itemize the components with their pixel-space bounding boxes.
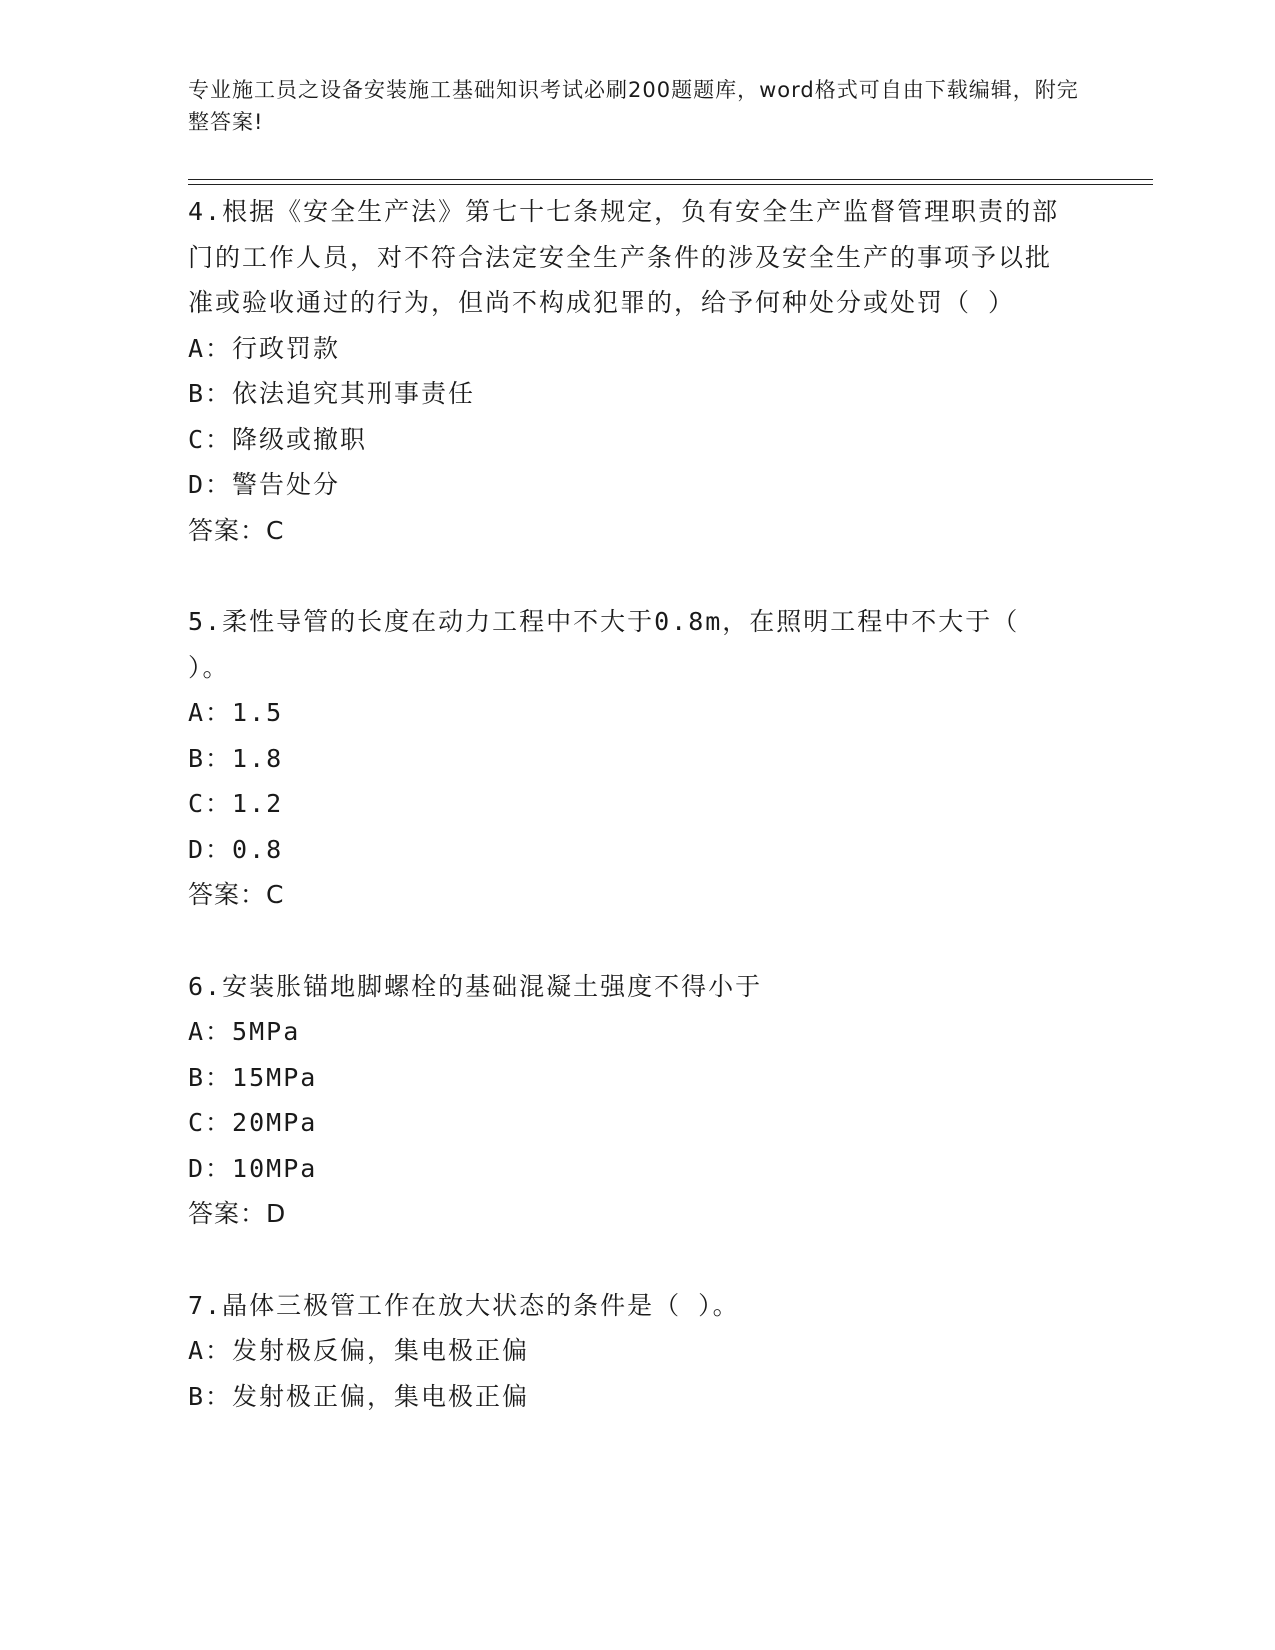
header-divider-bottom xyxy=(188,184,1153,185)
option-d: D：0.8 xyxy=(188,834,284,864)
question-4 xyxy=(188,189,1068,553)
option-a: A：5MPa xyxy=(188,1017,301,1046)
option-b: B：依法追究其刑事责任 xyxy=(188,379,476,408)
option-a: A：发射极反偏，集电极正偏 xyxy=(188,1336,530,1365)
option-b: B：发射极正偏，集电极正偏 xyxy=(188,1381,530,1411)
question-list xyxy=(188,189,1068,1419)
option-d: D：10MPa xyxy=(188,1153,318,1183)
answer: 答案：C xyxy=(188,515,285,545)
option-a: A：行政罚款 xyxy=(188,333,341,363)
option-c: C：1.2 xyxy=(188,789,284,818)
answer: 答案：C xyxy=(188,880,285,909)
header-divider-top xyxy=(188,179,1153,180)
document-title: 专业施工员之设备安装施工基础知识考试必刷200题题库，word格式可自由下载编辑，附完整答案! xyxy=(188,78,1079,134)
answer: 答案：D xyxy=(188,1199,287,1228)
question-stem: 5.柔性导管的长度在动力工程中不大于0.8m，在照明工程中不大于（ ）。 xyxy=(188,607,1020,682)
option-c: C：降级或撤职 xyxy=(188,424,368,454)
question-stem: 4.根据《安全生产法》第七十七条规定，负有安全生产监督管理职责的部门的工作人员，对不符合法定安全生产条件的涉及安全生产的事项予以批准或验收通过的行为，但尚不构成犯罪的，给予何种处分或处罚（ ） xyxy=(188,197,1060,317)
option-c: C：20MPa xyxy=(188,1108,318,1137)
question-stem: 7.晶体三极管工作在放大状态的条件是（ ）。 xyxy=(188,1290,740,1320)
option-b: B：1.8 xyxy=(188,743,284,773)
option-a: A：1.5 xyxy=(188,698,284,727)
option-d: D：警告处分 xyxy=(188,470,341,499)
option-b: B：15MPa xyxy=(188,1062,318,1092)
question-7 xyxy=(188,1283,1068,1420)
question-stem: 6.安装胀锚地脚螺栓的基础混凝土强度不得小于 xyxy=(188,971,763,1001)
question-5 xyxy=(188,599,1068,918)
document-header xyxy=(188,74,1088,138)
question-6 xyxy=(188,964,1068,1237)
